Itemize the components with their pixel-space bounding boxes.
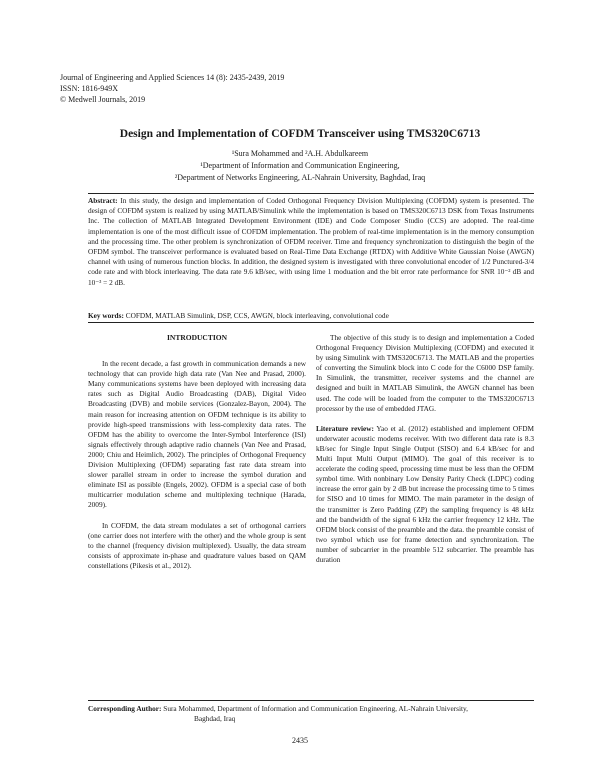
keywords-text: COFDM, MATLAB Simulink, DSP, CCS, AWGN, block interleaving, convolutional code <box>125 311 389 320</box>
right-column <box>316 333 534 575</box>
corresponding-author <box>88 704 534 724</box>
abstract <box>88 196 534 288</box>
literature-review-paragraph <box>316 424 534 565</box>
publisher: © Medwell Journals, 2019 <box>60 95 146 104</box>
corresponding-author-label: Corresponding Author: <box>88 704 162 713</box>
abstract-text: In this study, the design and implementation of Coded Orthogonal Frequency Division Multiplexing (COFDM) system is presented. The design of COFDM system is realized by using MATLAB/Simulink while the implementation is based on TMS320C6713 DSK from Texas Instruments Inc. The collection of MATLAB Integrated Development Environment (IDE) and Code Composer Studio (CCS) are adopted. The real-time implementation is one of the most difficult issue of COFDM implementation. The problem of real-time implementation is in the memory consumption and the processing time. The other problem is synchronization of OFDM receiver. Time and frequency synchronization to distinguish the begin of the OFDM symbol. The transceiver performance is evaluated based on Real-Time Data Exchange (RTDX) with Additive White Gaussian Noise (AWGN) channel with using of numerous function blocks. In addition, the designed system is investigated with three convolutional encoder of 1/2 Punctured-3/4 code rate and with block interleaving. The data rate 9.6 kB/sec, with using lime 1 moduation and the bit error rate performance for SNR 10⁻² dB and 10⁻³ = 2 dB. <box>88 196 534 287</box>
page-number: 2435 <box>292 736 308 745</box>
section-heading-introduction: INTRODUCTION <box>166 333 227 342</box>
intro-paragraph-1: In the recent decade, a fast growth in communication demands a new technology that can provide high data rate (Van Nee and Prasad, 2000). Many communications systems have been deployed with increasing data rates such as Digital Audio Broadcasting (DAB), Digital Video Broadcasting (DVB) and mobile services (Gonzalez-Bayon, 2004). The main reason for increasing attention on OFDM technique is its ability to provide high-speed transmissions with less-complexity data rates. The OFDM has the ability to overcome the Inter-Symbol Interference (ISI) signals effectively through adaptive radio channels (Van Nee and Prasad, 2000; Chiu and Heimlich, 2002). The principles of Orthogonal Frequency Division Multiplexing (OFDM) separating fast rate data stream into slower parallel stream in order to increase the symbol duration and eliminate ISI as possible (Engels, 2002). OFDM is a special case of both multicarrier modulation scheme and multiplexing technique (Harada, 2009). <box>88 359 306 510</box>
paper-title: Design and Implementation of COFDM Transceiver using TMS320C6713 <box>119 128 481 140</box>
keywords <box>88 311 534 320</box>
affiliation-1: ¹Department of Information and Communication Engineering, <box>200 161 400 170</box>
abstract-label: Abstract: <box>88 196 118 205</box>
issn: ISSN: 1816-949X <box>60 84 119 93</box>
left-column <box>88 333 306 581</box>
keywords-label: Key words: <box>88 311 124 320</box>
intro-paragraph-2: In COFDM, the data stream modulates a set of orthogonal carriers (one carrier does not interfere with the other) and the whole group is sent to the channel (frequency division multiplexed). Usually, the data stream consists of approximate in-phase and quadrature values based on QAM constellations (Pikesis et al., 2012). <box>88 520 306 570</box>
author-block <box>0 148 600 184</box>
keywords-bottom-rule <box>88 322 534 323</box>
corresponding-author-city: Baghdad, Iraq <box>194 714 236 723</box>
corresponding-author-text: Sura Mohammed, Department of Information and Communication Engineering, AL-Nahrain University, <box>163 704 469 713</box>
journal-header <box>60 72 284 105</box>
abstract-top-rule <box>88 193 534 194</box>
journal-citation: Journal of Engineering and Applied Sciences 14 (8): 2435-2439, 2019 <box>60 73 285 82</box>
author-names: ¹Sura Mohammed and ²A.H. Abdulkareem <box>231 149 369 158</box>
footer-rule <box>88 700 534 701</box>
affiliation-2: ²Department of Networks Engineering, AL-Nahrain University, Baghdad, Iraq <box>174 173 426 182</box>
literature-review-text: Yao et al. (2012) established and implement OFDM underwater acoustic modems receiver. With two different data rate is 8.3 kB/sec for Single Input Single Output (SISO) and 6.4 kB/sec for and Multi Input Multi Output (MIMO). The goal of this receiver is to accelerate the coding speed, processing time must be less than the OFDM symbol time. With nonbinary Low Density Parity Check (LDPC) coding increase the error gain by 2 dB but increase the processing time to 5 times for SISO and 10 times for MIMO. The main parameter in the design of the transmitter is Zero Padding (ZP) the sampling frequency is 48 kHz and the bandwidth of the signal 6 kHz the carrier frequency 12 kHz. The OFDM block consist of the preamble and the data. the preamble consist of two symbol which use for frame detection and synchronization. The number of subcarrier in the preamble 512 subcarrier. The preamble has duration <box>316 423 534 564</box>
literature-review-label: Literature review: <box>316 423 374 433</box>
objective-paragraph: The objective of this study is to design and implementation a Coded Orthogonal Frequency Division Multiplexing (COFDM) and executed it by using Simulink with TMS320C6713. The MATLAB and the properties of converting the Simulink block into C code for the C6000 DSP family. In Simulink, the transmitter, receiver systems and the channel are designed and built in MATLAB Simulink, the AWGN channel has been used. The code will be loaded from the computer to the TMS320C6713 processor by the use of embedded JTAG. <box>316 333 534 413</box>
